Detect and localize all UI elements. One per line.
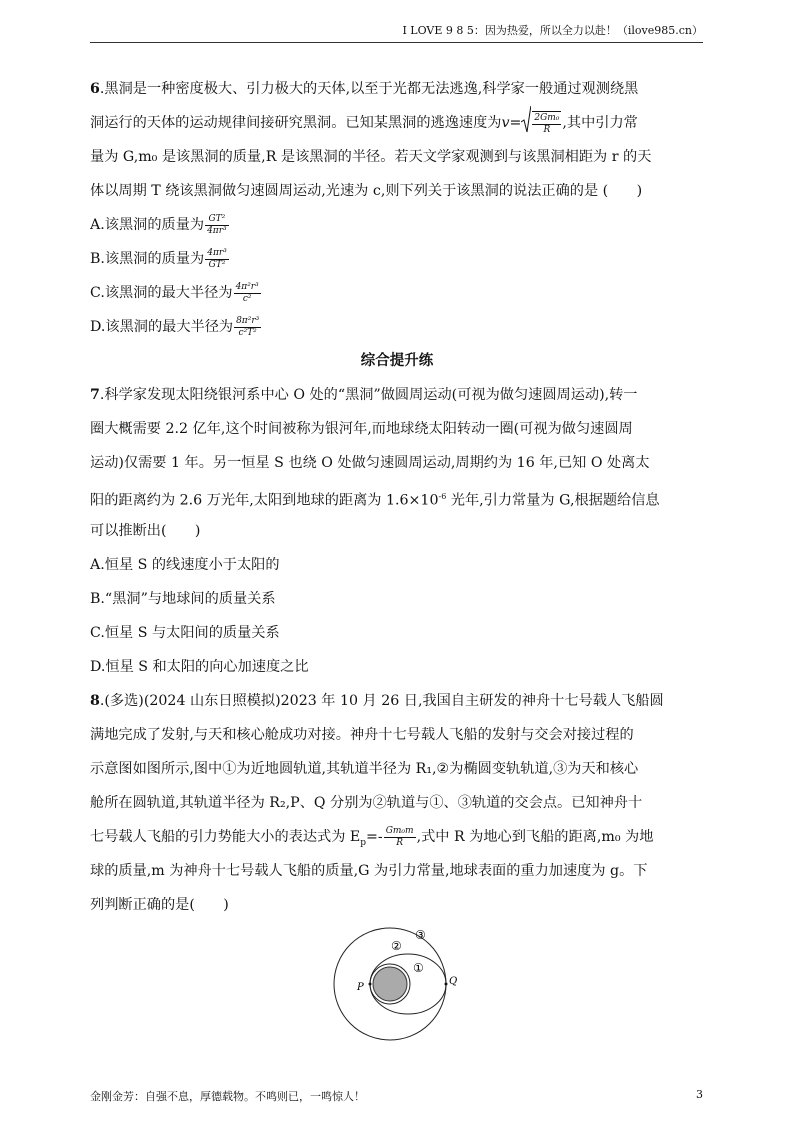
point-p-dot [369,983,372,986]
point-q-dot [445,983,448,986]
q8-line-2: 满地完成了发射,与天和核心舱成功对接。神舟十七号载人飞船的发射与交会对接过程的 [90,727,634,743]
q7-line-1: 7.科学家发现太阳绕银河系中心 O 处的“黑洞”做圆周运动(可视为做匀速圆周运动),转一 [90,387,638,403]
label-orbit-2: ② [391,939,402,953]
q8-number: 8 [90,693,100,709]
page-header [90,22,703,43]
page-content [90,72,704,922]
escape-velocity-formula: $\frac{\text{2Gm₀}}{R}$ [521,106,562,140]
q7-line-2: 圈大概需要 2.2 亿年,这个时间被称为银河年,而地球绕太阳转动一圈(可视为做匀速圆周 [90,421,633,437]
header-text: I LOVE 9 8 5：因为热爱，所以全力以赴！（ilove985.cn） [402,24,703,37]
q7-option-c: C.恒星 S 与太阳间的质量关系 [90,625,280,641]
section-title: 综合提升练 [360,352,434,369]
q8-line-7: 列判断正确的是( ) [90,897,229,913]
q6-line-1: 6.黑洞是一种密度极大、引力极大的天体,以至于光都无法逃逸,科学家一般通过观测绕黑 [90,81,639,97]
q8-line-4: 舱所在圆轨道,其轨道半径为 R₂,P、Q 分别为②轨道与①、③轨道的交会点。已知神舟十 [90,795,643,811]
label-q: Q [449,976,458,987]
q7-option-a: A.恒星 S 的线速度小于太阳的 [90,557,280,573]
q8-line-1: 8.(多选)(2024 山东日照模拟)2023 年 10 月 26 日,我国自主研发的神舟十七号载人飞船圆 [90,693,664,709]
page-footer [90,1088,703,1104]
q7-number: 7 [90,387,100,403]
q8-line-6: 球的质量,m 为神舟十七号载人飞船的质量,G 为引力常量,地球表面的重力加速度为 g。下 [90,863,648,879]
label-orbit-1: ① [413,961,424,975]
q6-option-c: C.该黑洞的最大半径为 $\frac{\text{4π²r³}}{\text{c²}}$ [90,281,259,304]
q6-line-2: 洞运行的天体的运动规律间接研究黑洞。已知某黑洞的逃逸速度为v= $\frac{\text{2Gm₀}}{R}$ ,其中引力常 [90,106,704,140]
q7-option-d: D.恒星 S 和太阳的向心加速度之比 [90,659,309,675]
q7-line-5: 可以推断出( ) [90,523,201,539]
label-p: P [357,982,364,993]
sqrt-sign-icon [521,106,531,134]
page-number: 3 [696,1088,703,1101]
q6-number: 6 [90,81,100,97]
orbit-diagram [330,922,480,1042]
q7-line-3: 运动)仅需要 1 年。另一恒星 S 也绕 O 处做匀速圆周运动,周期约为 16 年,已知 O 处离太 [90,455,650,471]
footer-motto: 金刚金芳：自强不息，厚德载物。不鸣则已，一鸣惊人！ [90,1090,365,1103]
q7-line-4: 阳的距离约为 2.6 万光年,太阳到地球的距离为 $1.6\times 10^{-6}$ 光年,引力常量为 G,根据题给信息 [90,492,660,509]
q6-line-3: 量为 G,m₀ 是该黑洞的质量,R 是该黑洞的半径。若天文学家观测到与该黑洞相距为 r 的天 [90,149,652,165]
q6-option-a: A.该黑洞的质量为 $\frac{\text{GT²}}{\text{4πr³}}$ [90,213,227,236]
q6-line-4: 体以周期 T 绕该黑洞做匀速圆周运动,光速为 c,则下列关于该黑洞的说法正确的是 ( ) [90,183,643,199]
q6-option-b: B.该黑洞的质量为 $\frac{\text{4πr³}}{\text{GT²}}$ [90,247,227,270]
q6-option-d: D.该黑洞的最大半径为 $\frac{\text{8π²r³}}{\text{c²T²}}$ [90,315,260,338]
label-orbit-3: ③ [415,928,426,942]
earth-disc [373,967,407,1001]
q7-option-b: B.“黑洞”与地球间的质量关系 [90,591,276,607]
q8-line-5: 七号载人飞船的引力势能大小的表达式为 $E_p=-$ $\frac{\text{Gm₀m}}{R}$ ,式中 R 为地心到飞船的距离,m₀ 为地 [90,825,654,848]
q8-line-3: 示意图如图所示,图中①为近地圆轨道,其轨道半径为 R₁,②为椭圆变轨轨道,③为天和核心 [90,761,639,777]
